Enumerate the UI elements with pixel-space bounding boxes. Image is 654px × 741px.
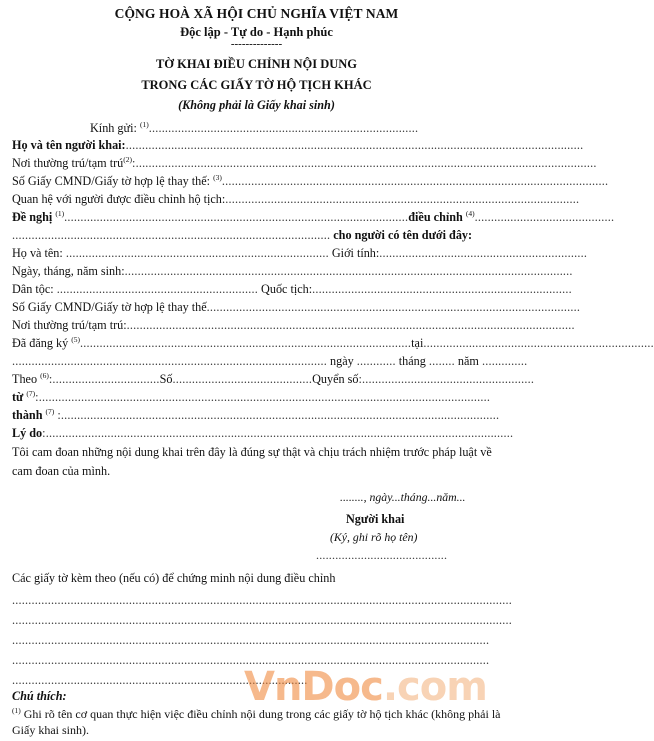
da-dang-ky-input[interactable]: ......................................................................................................	[79, 336, 412, 350]
noi-thuong-tru-row: Nơi thường trú/tạm trú$^{(2)}$:..............................................................................................................................................	[12, 154, 597, 170]
nguoi-khai-input[interactable]: .............................................................................................................................................	[125, 138, 584, 152]
attachment-line[interactable]: ...................................................................................................................................................	[12, 653, 490, 667]
so-giay2-row	[12, 299, 581, 315]
attachment-line[interactable]: ...........................................................................................	[12, 673, 308, 687]
ngay-sinh-label: Ngày, tháng, năm sinh:	[12, 264, 125, 278]
watermark-part2: .com	[382, 664, 487, 710]
signature-title: Người khai	[346, 512, 405, 526]
attachment-line[interactable]: ...................................................................................................................................................	[12, 633, 490, 647]
quoc-tich-label: Quốc tịch:	[261, 282, 313, 296]
dan-toc-row	[12, 281, 572, 297]
ly-do-input[interactable]: :................................................................................................................................................	[42, 426, 514, 440]
so-input[interactable]: ...........................................	[172, 372, 313, 386]
notes-heading: Chú thích:	[12, 689, 67, 703]
nguoi-khai-label: Họ và tên người khai:	[12, 138, 126, 152]
cho-nguoi-label: cho người có tên dưới đây:	[333, 228, 473, 242]
ly-do-label: Lý do	[12, 426, 43, 440]
dan-toc-label: Dân tộc:	[12, 282, 54, 296]
dieu-chinh-input-2[interactable]: ..................................................................................................	[12, 228, 331, 242]
quan-he-input[interactable]: .............................................................................................................	[225, 192, 580, 206]
de-nghi-label: Đề nghị	[12, 210, 53, 224]
separator: --------------	[230, 38, 283, 50]
noi-thuong-tru2-row	[12, 317, 575, 333]
dan-toc-input[interactable]: ..............................................................	[56, 282, 258, 296]
de-nghi-input[interactable]: ..........................................................................................................	[64, 210, 409, 224]
thanh-input[interactable]: :.......................................................................................................................................	[57, 408, 500, 422]
dieu-chinh-label: điều chỉnh	[408, 210, 463, 224]
signature-line[interactable]: .........................................	[316, 548, 448, 562]
noi-thuong-tru-input[interactable]: :..............................................................................................................................................	[131, 156, 597, 170]
noi-thuong-tru-label: Nơi thường trú/tạm trú	[12, 156, 124, 170]
quan-he-label: Quan hệ với người được điều chỉnh hộ tịch:	[12, 192, 226, 206]
ngay-dang-ky-row	[12, 353, 528, 369]
nam-input[interactable]: ..............	[481, 354, 528, 368]
tai-label: tại	[411, 336, 424, 350]
nguoi-khai-row	[12, 137, 584, 153]
tu-row: từ $^{(7)}$:...........................................................................................................................................	[12, 388, 491, 404]
kinh-gui-row: Kính gửi: $^{(1)}$...................................................................................	[90, 119, 419, 135]
kinh-gui-input[interactable]: ...................................................................................	[148, 121, 419, 135]
ho-va-ten-input[interactable]: .................................................................................	[65, 246, 329, 260]
kinh-gui-label: Kính gửi:	[90, 121, 137, 135]
thang-label: tháng	[398, 354, 426, 368]
ho-va-ten-label: Họ và tên:	[12, 246, 63, 260]
da-dang-ky-label: Đã đăng ký	[12, 336, 69, 350]
ngay-sinh-row	[12, 263, 573, 279]
quoc-tich-input[interactable]: ................................................................................	[312, 282, 572, 296]
de-nghi-row: Đề nghị $^{(1)}$..........................................................................................................điều chỉnh $^{(4)}$...........................................	[12, 208, 615, 224]
so-giay2-input[interactable]: ...................................................................................................................	[206, 300, 581, 314]
attachment-line[interactable]: ..........................................................................................................................................................	[12, 613, 513, 627]
cho-nguoi-row	[12, 227, 503, 243]
note-1-text: Ghi rõ tên cơ quan thực hiện việc điều chỉnh nội dung trong các giấy tờ hộ tịch khác (không phải là Giấy khai sinh).	[12, 707, 501, 737]
dieu-chinh-input[interactable]: ...........................................	[474, 210, 615, 224]
so-label: Số	[159, 372, 173, 386]
noi-thuong-tru2-label: Nơi thường trú/tạm trú:	[12, 318, 127, 332]
noi-thuong-tru2-input[interactable]: ..........................................................................................................................................	[126, 318, 575, 332]
form-title-line2: TRONG CÁC GIẤY TỜ HỘ TỊCH KHÁC	[141, 78, 372, 92]
tai-input-2[interactable]: .................................................................................................	[12, 354, 327, 368]
ngay-label: ngày	[330, 354, 354, 368]
form-subtitle: (Không phải là Giấy khai sinh)	[178, 98, 335, 112]
quyen-so-input[interactable]: :.....................................................	[358, 372, 535, 386]
form-title-line1: TỜ KHAI ĐIỀU CHỈNH NỘI DUNG	[155, 57, 358, 71]
ho-va-ten-row	[12, 245, 588, 261]
ngay-input[interactable]: ............	[356, 354, 396, 368]
country-header: CỘNG HOÀ XÃ HỘI CHỦ NGHĨA VIỆT NAM	[114, 6, 399, 21]
so-giay2-label: Số Giấy CMND/Giấy tờ hợp lệ thay thế	[12, 300, 207, 314]
signature-note: (Ký, ghi rõ họ tên)	[330, 530, 418, 544]
so-giay-label: Số Giấy CMND/Giấy tờ hợp lệ thay thế:	[12, 174, 211, 188]
attachments-label: Các giấy tờ kèm theo (nếu có) để chứng minh nội dung điều chỉnh	[12, 571, 336, 585]
attachment-line[interactable]: ..........................................................................................................................................................	[12, 593, 513, 607]
gioi-tinh-label: Giới tính:	[331, 246, 380, 260]
watermark-part1: VnDoc	[244, 664, 383, 710]
thanh-row: thành $^{(7)}$ :.......................................................................................................................................	[12, 406, 500, 422]
theo-input[interactable]: :.................................	[48, 372, 160, 386]
theo-row: Theo $^{(6)}$:.................................Số...........................................Quyển số:.....................................................	[12, 370, 535, 386]
tu-input[interactable]: :...........................................................................................................................................	[35, 390, 491, 404]
so-giay-input[interactable]: .......................................................................................................................	[221, 174, 609, 188]
quyen-so-label: Quyển số	[312, 372, 359, 386]
tu-label: từ	[12, 390, 24, 404]
gioi-tinh-input[interactable]: ................................................................	[379, 246, 588, 260]
theo-label: Theo	[12, 372, 38, 386]
so-giay-row: Số Giấy CMND/Giấy tờ hợp lệ thay thế: $^{(3)}$.......................................................................................................................	[12, 172, 609, 188]
da-dang-ky-row: Đã đăng ký $^{(5)}$......................................................................................................tại.......................................................................	[12, 334, 654, 350]
nam-label: năm	[457, 354, 479, 368]
ngay-sinh-input[interactable]: ..........................................................................................................................................	[124, 264, 573, 278]
thanh-label: thành	[12, 408, 43, 422]
thang-input[interactable]: ........	[428, 354, 455, 368]
quan-he-row	[12, 191, 580, 207]
note-1: $^{(1)}$ Ghi rõ tên cơ quan thực hiện việc điều chỉnh nội dung trong các giấy tờ hộ tịch khác (không phải là Giấy khai sinh).	[12, 706, 501, 737]
vndoc-watermark	[244, 664, 487, 710]
signature-date: ........, ngày...tháng...năm...	[340, 490, 466, 504]
tai-input[interactable]: .......................................................................	[423, 336, 654, 350]
commitment-text: Tôi cam đoan những nội dung khai trên đây là đúng sự thật và chịu trách nhiệm trước pháp luật về cam đoan của mình.	[12, 445, 492, 478]
motto: Độc lập - Tự do - Hạnh phúc	[180, 25, 333, 39]
ly-do-row	[12, 425, 514, 441]
